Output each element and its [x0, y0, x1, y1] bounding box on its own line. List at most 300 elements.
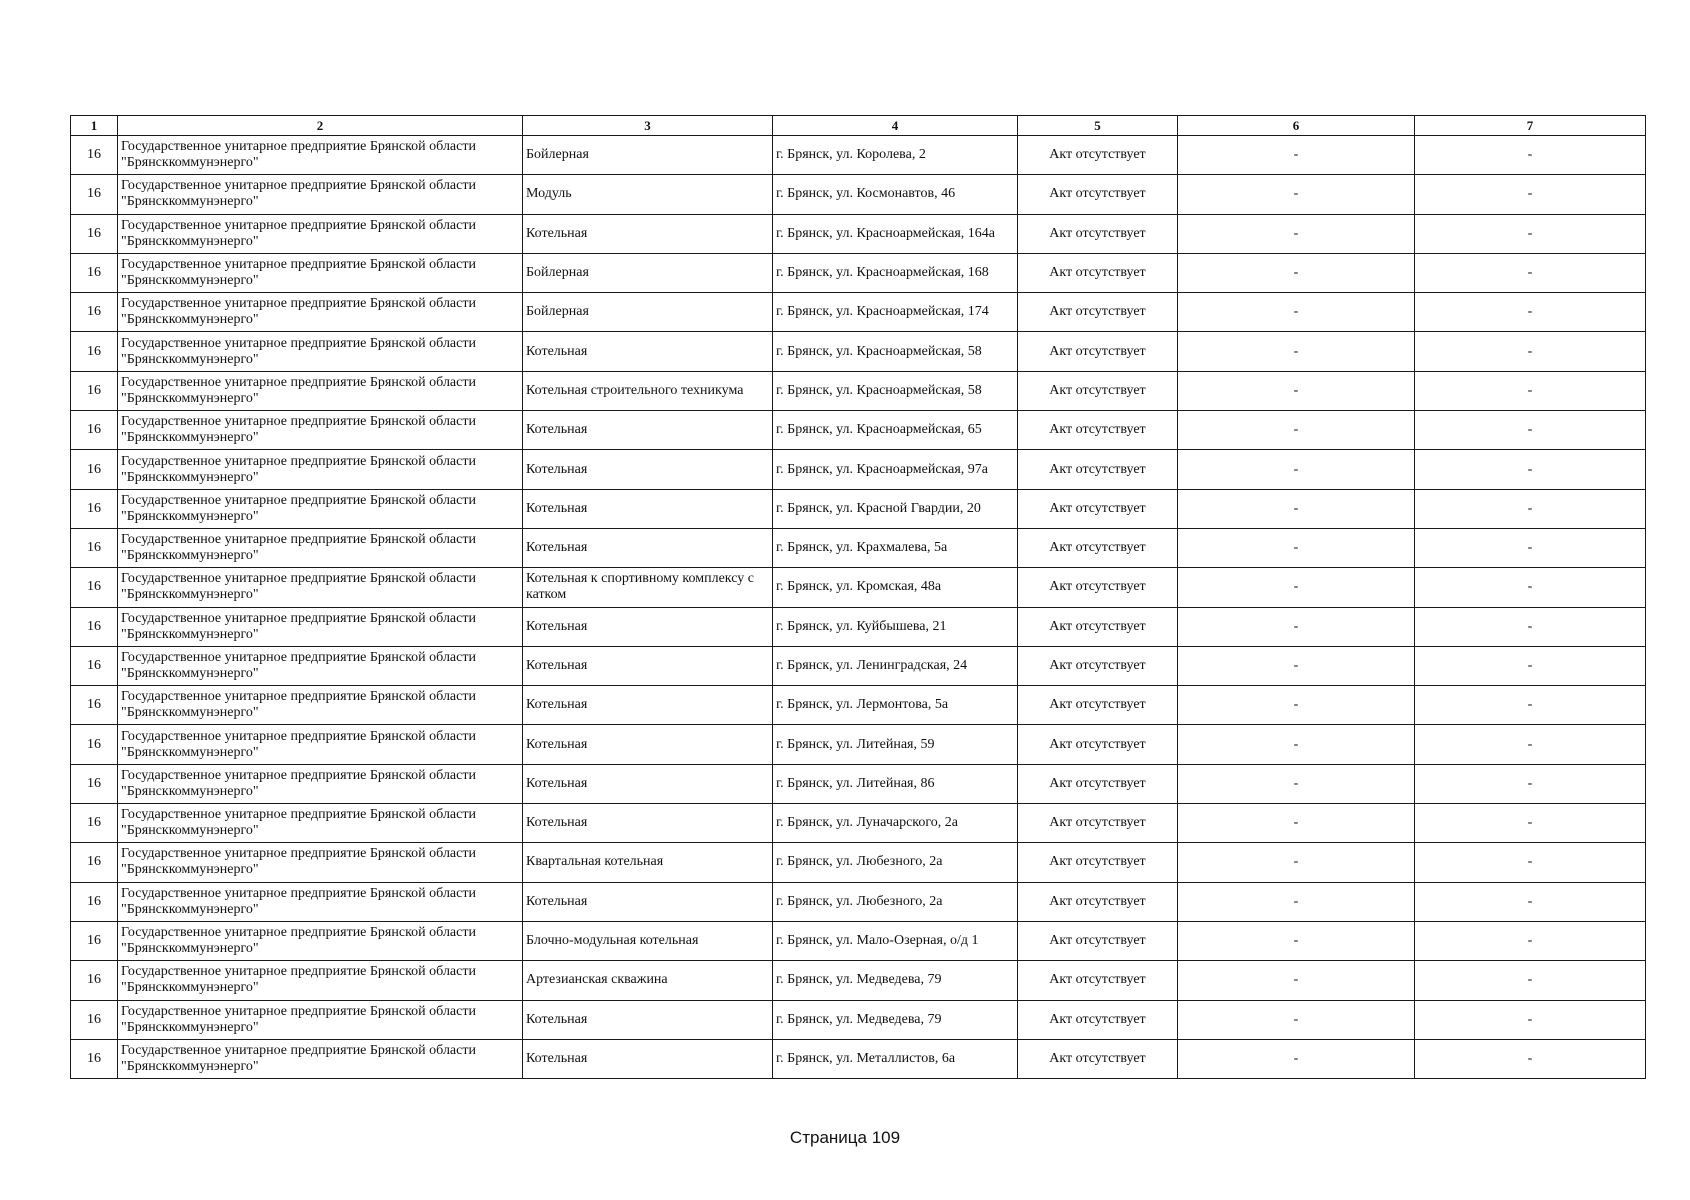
column-7-value: - [1527, 579, 1533, 595]
organization-name: Государственное унитарное предприятие Брянской области [121, 374, 476, 390]
column-6-cell [1178, 411, 1415, 450]
address-text: г. Брянск, ул. Любезного, 2а [776, 854, 943, 870]
row-number-cell [71, 843, 118, 882]
column-6-value: - [1293, 461, 1299, 477]
address-cell [773, 1039, 1018, 1078]
address-cell [773, 136, 1018, 175]
act-cell [1018, 332, 1178, 371]
row-number-cell [71, 214, 118, 253]
row-number-cell [71, 293, 118, 332]
row-number-cell [71, 725, 118, 764]
address-text: г. Брянск, ул. Крахмалева, 5а [776, 540, 948, 556]
act-cell [1018, 607, 1178, 646]
act-cell [1018, 882, 1178, 921]
organization-name: Государственное унитарное предприятие Брянской области [121, 453, 476, 469]
table-row [71, 607, 1646, 646]
column-7-value: - [1527, 225, 1533, 241]
organization-brand: "Брянсккоммунэнерго" [121, 194, 259, 210]
organization-name: Государственное унитарное предприятие Брянской области [121, 728, 476, 744]
row-number: 16 [87, 186, 101, 202]
row-number: 16 [87, 1011, 101, 1027]
object-name: Блочно-модульная котельная [526, 933, 699, 949]
column-6-value: - [1293, 736, 1299, 752]
object-cell [523, 293, 773, 332]
object-name: Котельная [526, 1050, 588, 1066]
address-cell [773, 646, 1018, 685]
table-row [71, 450, 1646, 489]
organization-brand: "Брянсккоммунэнерго" [121, 351, 259, 367]
address-text: г. Брянск, ул. Мало-Озерная, о/д 1 [776, 933, 979, 949]
column-6-value: - [1293, 540, 1299, 556]
address-text: г. Брянск, ул. Красной Гвардии, 20 [776, 500, 981, 516]
table-row [71, 293, 1646, 332]
row-number-cell [71, 804, 118, 843]
column-7-cell [1415, 686, 1646, 725]
row-number: 16 [87, 579, 101, 595]
organization-name: Государственное унитарное предприятие Брянской области [121, 846, 476, 862]
table-row [71, 1039, 1646, 1078]
object-cell [523, 843, 773, 882]
organization-brand: "Брянсккоммунэнерго" [121, 273, 259, 289]
column-7-value: - [1527, 1011, 1533, 1027]
address-text: г. Брянск, ул. Красноармейская, 168 [776, 265, 989, 281]
column-7-cell [1415, 528, 1646, 567]
organization-cell [118, 725, 523, 764]
row-number: 16 [87, 658, 101, 673]
column-6-value: - [1293, 186, 1299, 202]
organization-cell [118, 568, 523, 607]
address-cell [773, 293, 1018, 332]
column-7-value: - [1527, 933, 1533, 949]
act-status: Акт отсутствует [1049, 775, 1146, 791]
address-cell [773, 725, 1018, 764]
address-text: г. Брянск, ул. Красноармейская, 164а [776, 225, 996, 241]
column-7-cell [1415, 804, 1646, 843]
address-text: г. Брянск, ул. Королева, 2 [776, 147, 926, 163]
object-cell [523, 961, 773, 1000]
column-6-cell [1178, 607, 1415, 646]
organization-cell [118, 1000, 523, 1039]
organization-name: Государственное унитарное предприятие Брянской области [121, 414, 476, 430]
table-row [71, 843, 1646, 882]
row-number: 16 [87, 304, 101, 320]
organization-cell [118, 411, 523, 450]
organization-brand: "Брянсккоммунэнерго" [121, 626, 259, 642]
act-status: Акт отсутствует [1049, 265, 1146, 281]
object-name: Котельная [526, 422, 588, 438]
act-status: Акт отсутствует [1049, 382, 1146, 398]
column-7-value: - [1527, 775, 1533, 791]
object-name: Котельная строительного техникума [526, 382, 744, 398]
object-cell [523, 332, 773, 371]
column-6-cell [1178, 293, 1415, 332]
organization-name: Государственное унитарное предприятие Брянской области [121, 492, 476, 508]
act-status: Акт отсутствует [1049, 736, 1146, 752]
object-cell [523, 528, 773, 567]
row-number-cell [71, 332, 118, 371]
row-number: 16 [87, 893, 101, 909]
column-6-cell [1178, 136, 1415, 175]
column-7-cell [1415, 214, 1646, 253]
table-row [71, 332, 1646, 371]
organization-brand: "Брянсккоммунэнерго" [121, 823, 259, 839]
organization-brand: "Брянсккоммунэнерго" [121, 666, 259, 681]
column-6-cell [1178, 764, 1415, 803]
object-name: Котельная [526, 343, 588, 359]
row-number: 16 [87, 540, 101, 556]
organization-name: Государственное унитарное предприятие Брянской области [121, 1003, 476, 1019]
object-name: Котельная [526, 540, 588, 556]
address-cell [773, 528, 1018, 567]
row-number-cell [71, 568, 118, 607]
column-7-value: - [1527, 186, 1533, 202]
row-number: 16 [87, 815, 101, 831]
column-6-value: - [1293, 343, 1299, 359]
table-row [71, 175, 1646, 214]
column-6-value: - [1293, 265, 1299, 281]
organization-brand: "Брянсккоммунэнерго" [121, 783, 259, 799]
object-cell [523, 175, 773, 214]
act-cell [1018, 804, 1178, 843]
column-6-cell [1178, 961, 1415, 1000]
organization-cell [118, 489, 523, 528]
header-row [71, 116, 1646, 136]
organization-brand: "Брянсккоммунэнерго" [121, 155, 259, 171]
organization-name: Государственное унитарное предприятие Брянской области [121, 885, 476, 901]
row-number: 16 [87, 933, 101, 949]
act-status: Акт отсутствует [1049, 697, 1146, 713]
object-name: Котельная [526, 1011, 588, 1027]
column-6-value: - [1293, 579, 1299, 595]
object-cell [523, 1039, 773, 1078]
column-7-value: - [1527, 854, 1533, 870]
organization-cell [118, 450, 523, 489]
act-status: Акт отсутствует [1049, 933, 1146, 949]
header-cell-4: 4 [773, 116, 1018, 136]
column-6-cell [1178, 568, 1415, 607]
object-name: Котельная [526, 736, 588, 752]
column-6-cell [1178, 332, 1415, 371]
column-7-cell [1415, 882, 1646, 921]
organization-cell [118, 528, 523, 567]
organization-name: Государственное унитарное предприятие Брянской области [121, 767, 476, 783]
address-text: г. Брянск, ул. Металлистов, 6а [776, 1050, 956, 1066]
column-7-cell [1415, 489, 1646, 528]
column-6-value: - [1293, 422, 1299, 438]
row-number: 16 [87, 618, 101, 634]
organization-brand: "Брянсккоммунэнерго" [121, 587, 259, 603]
organization-brand: "Брянсккоммунэнерго" [121, 1019, 259, 1035]
organization-name: Государственное унитарное предприятие Брянской области [121, 925, 476, 941]
column-6-value: - [1293, 658, 1299, 673]
object-name: Бойлерная [526, 147, 589, 163]
column-6-value: - [1293, 500, 1299, 516]
address-cell [773, 214, 1018, 253]
organization-name: Государственное унитарное предприятие Брянской области [121, 689, 476, 705]
column-6-cell [1178, 371, 1415, 410]
column-7-value: - [1527, 540, 1533, 556]
object-name: Котельная [526, 893, 588, 909]
address-text: г. Брянск, ул. Медведева, 79 [776, 1011, 942, 1027]
table-row [71, 882, 1646, 921]
column-6-cell [1178, 1039, 1415, 1078]
act-status: Акт отсутствует [1049, 579, 1146, 595]
column-7-cell [1415, 411, 1646, 450]
row-number-cell [71, 607, 118, 646]
address-cell [773, 607, 1018, 646]
act-status: Акт отсутствует [1049, 186, 1146, 202]
object-cell [523, 764, 773, 803]
act-status: Акт отсутствует [1049, 1011, 1146, 1027]
table-row [71, 411, 1646, 450]
header-cell-6: 6 [1178, 116, 1415, 136]
object-name: Котельная к спортивному комплексу с катком [526, 571, 755, 603]
address-text: г. Брянск, ул. Любезного, 2а [776, 893, 943, 909]
page-number: Страница 109 [789, 1128, 901, 1147]
organization-name: Государственное унитарное предприятие Брянской области [121, 650, 476, 665]
object-cell [523, 646, 773, 685]
address-text: г. Брянск, ул. Красноармейская, 58 [776, 382, 982, 398]
act-status: Акт отсутствует [1049, 972, 1146, 988]
act-cell [1018, 175, 1178, 214]
row-number: 16 [87, 775, 101, 791]
organization-brand: "Брянсккоммунэнерго" [121, 390, 259, 406]
address-cell [773, 804, 1018, 843]
organization-name: Государственное унитарное предприятие Брянской области [121, 178, 476, 194]
row-number-cell [71, 1039, 118, 1078]
table-body [71, 136, 1646, 1079]
column-6-value: - [1293, 697, 1299, 713]
column-6-cell [1178, 253, 1415, 292]
address-cell [773, 489, 1018, 528]
act-cell [1018, 253, 1178, 292]
table-row [71, 568, 1646, 607]
object-cell [523, 804, 773, 843]
row-number: 16 [87, 1050, 101, 1066]
column-7-value: - [1527, 658, 1533, 673]
table-row [71, 646, 1646, 685]
row-number-cell [71, 411, 118, 450]
header-cell-5: 5 [1018, 116, 1178, 136]
act-cell [1018, 725, 1178, 764]
organization-brand: "Брянсккоммунэнерго" [121, 430, 259, 446]
organization-cell [118, 253, 523, 292]
address-cell [773, 764, 1018, 803]
column-7-value: - [1527, 343, 1533, 359]
act-status: Акт отсутствует [1049, 500, 1146, 516]
table-row [71, 489, 1646, 528]
organization-brand: "Брянсккоммунэнерго" [121, 548, 259, 564]
column-6-cell [1178, 804, 1415, 843]
organization-cell [118, 214, 523, 253]
organization-name: Государственное унитарное предприятие Брянской области [121, 807, 476, 823]
act-cell [1018, 293, 1178, 332]
act-status: Акт отсутствует [1049, 854, 1146, 870]
column-6-cell [1178, 921, 1415, 960]
column-7-cell [1415, 253, 1646, 292]
organization-brand: "Брянсккоммунэнерго" [121, 980, 259, 996]
row-number: 16 [87, 461, 101, 477]
object-cell [523, 882, 773, 921]
act-status: Акт отсутствует [1049, 658, 1146, 673]
address-cell [773, 450, 1018, 489]
organization-brand: "Брянсккоммунэнерго" [121, 901, 259, 917]
row-number: 16 [87, 854, 101, 870]
object-cell [523, 921, 773, 960]
organization-name: Государственное унитарное предприятие Брянской области [121, 296, 476, 312]
column-7-value: - [1527, 382, 1533, 398]
row-number-cell [71, 528, 118, 567]
column-6-cell [1178, 214, 1415, 253]
organization-cell [118, 175, 523, 214]
address-text: г. Брянск, ул. Кромская, 48а [776, 579, 942, 595]
column-7-value: - [1527, 265, 1533, 281]
organization-brand: "Брянсккоммунэнерго" [121, 705, 259, 721]
organization-name: Государственное унитарное предприятие Брянской области [121, 1042, 476, 1058]
column-7-value: - [1527, 972, 1533, 988]
row-number: 16 [87, 147, 101, 163]
column-6-value: - [1293, 854, 1299, 870]
table-row [71, 921, 1646, 960]
table-row [71, 253, 1646, 292]
object-name: Квартальная котельная [526, 854, 664, 870]
column-6-value: - [1293, 147, 1299, 163]
address-text: г. Брянск, ул. Лермонтова, 5а [776, 697, 949, 713]
act-cell [1018, 371, 1178, 410]
address-cell [773, 1000, 1018, 1039]
organization-brand: "Брянсккоммунэнерго" [121, 469, 259, 485]
address-text: г. Брянск, ул. Куйбышева, 21 [776, 618, 947, 634]
organization-cell [118, 607, 523, 646]
address-cell [773, 175, 1018, 214]
address-text: г. Брянск, ул. Медведева, 79 [776, 972, 942, 988]
object-name: Котельная [526, 500, 588, 516]
act-status: Акт отсутствует [1049, 422, 1146, 438]
organization-name: Государственное унитарное предприятие Брянской области [121, 964, 476, 980]
column-7-value: - [1527, 697, 1533, 713]
address-cell [773, 921, 1018, 960]
organization-cell [118, 764, 523, 803]
address-text: г. Брянск, ул. Красноармейская, 65 [776, 422, 982, 438]
organization-brand: "Брянсккоммунэнерго" [121, 1058, 259, 1074]
row-number: 16 [87, 343, 101, 359]
act-cell [1018, 489, 1178, 528]
act-status: Акт отсутствует [1049, 893, 1146, 909]
row-number-cell [71, 961, 118, 1000]
column-6-value: - [1293, 225, 1299, 241]
table-row [71, 764, 1646, 803]
row-number-cell [71, 136, 118, 175]
column-6-cell [1178, 528, 1415, 567]
act-cell [1018, 528, 1178, 567]
column-7-cell [1415, 961, 1646, 1000]
organization-name: Государственное унитарное предприятие Брянской области [121, 257, 476, 273]
address-text: г. Брянск, ул. Литейная, 86 [776, 775, 935, 791]
address-cell [773, 568, 1018, 607]
organization-cell [118, 332, 523, 371]
organization-cell [118, 686, 523, 725]
column-6-cell [1178, 175, 1415, 214]
organization-cell [118, 961, 523, 1000]
act-cell [1018, 686, 1178, 725]
organization-cell [118, 371, 523, 410]
object-name: Бойлерная [526, 265, 589, 281]
table-header [71, 116, 1646, 136]
row-number: 16 [87, 500, 101, 516]
act-cell [1018, 961, 1178, 1000]
column-6-cell [1178, 450, 1415, 489]
act-cell [1018, 214, 1178, 253]
column-6-value: - [1293, 933, 1299, 949]
column-7-cell [1415, 921, 1646, 960]
address-cell [773, 371, 1018, 410]
column-7-cell [1415, 646, 1646, 685]
act-cell [1018, 411, 1178, 450]
column-6-cell [1178, 646, 1415, 685]
row-number: 16 [87, 972, 101, 988]
column-6-value: - [1293, 815, 1299, 831]
table-row [71, 725, 1646, 764]
act-status: Акт отсутствует [1049, 343, 1146, 359]
row-number-cell [71, 1000, 118, 1039]
object-name: Котельная [526, 697, 588, 713]
column-7-cell [1415, 725, 1646, 764]
row-number-cell [71, 921, 118, 960]
object-name: Бойлерная [526, 304, 589, 320]
table-row [71, 1000, 1646, 1039]
table-row [71, 528, 1646, 567]
table-row [71, 136, 1646, 175]
address-cell [773, 843, 1018, 882]
column-6-cell [1178, 686, 1415, 725]
header-cell-3: 3 [523, 116, 773, 136]
column-6-value: - [1293, 775, 1299, 791]
column-6-value: - [1293, 304, 1299, 320]
column-6-cell [1178, 843, 1415, 882]
object-cell [523, 489, 773, 528]
organization-name: Государственное унитарное предприятие Брянской области [121, 139, 476, 155]
act-cell [1018, 136, 1178, 175]
object-cell [523, 450, 773, 489]
address-text: г. Брянск, ул. Красноармейская, 174 [776, 304, 989, 320]
row-number-cell [71, 489, 118, 528]
address-cell [773, 253, 1018, 292]
act-cell [1018, 1000, 1178, 1039]
column-7-cell [1415, 371, 1646, 410]
act-cell [1018, 646, 1178, 685]
row-number-cell [71, 764, 118, 803]
column-6-cell [1178, 489, 1415, 528]
column-7-value: - [1527, 304, 1533, 320]
object-cell [523, 607, 773, 646]
object-cell [523, 136, 773, 175]
row-number-cell [71, 882, 118, 921]
column-7-value: - [1527, 461, 1533, 477]
object-name: Котельная [526, 461, 588, 477]
column-6-cell [1178, 882, 1415, 921]
column-7-value: - [1527, 1050, 1533, 1066]
address-text: г. Брянск, ул. Красноармейская, 97а [776, 461, 989, 477]
header-cell-2: 2 [118, 116, 523, 136]
organization-cell [118, 921, 523, 960]
address-cell [773, 411, 1018, 450]
column-7-cell [1415, 843, 1646, 882]
object-cell [523, 253, 773, 292]
address-cell [773, 961, 1018, 1000]
organization-cell [118, 136, 523, 175]
act-status: Акт отсутствует [1049, 461, 1146, 477]
header-cell-1: 1 [71, 116, 118, 136]
